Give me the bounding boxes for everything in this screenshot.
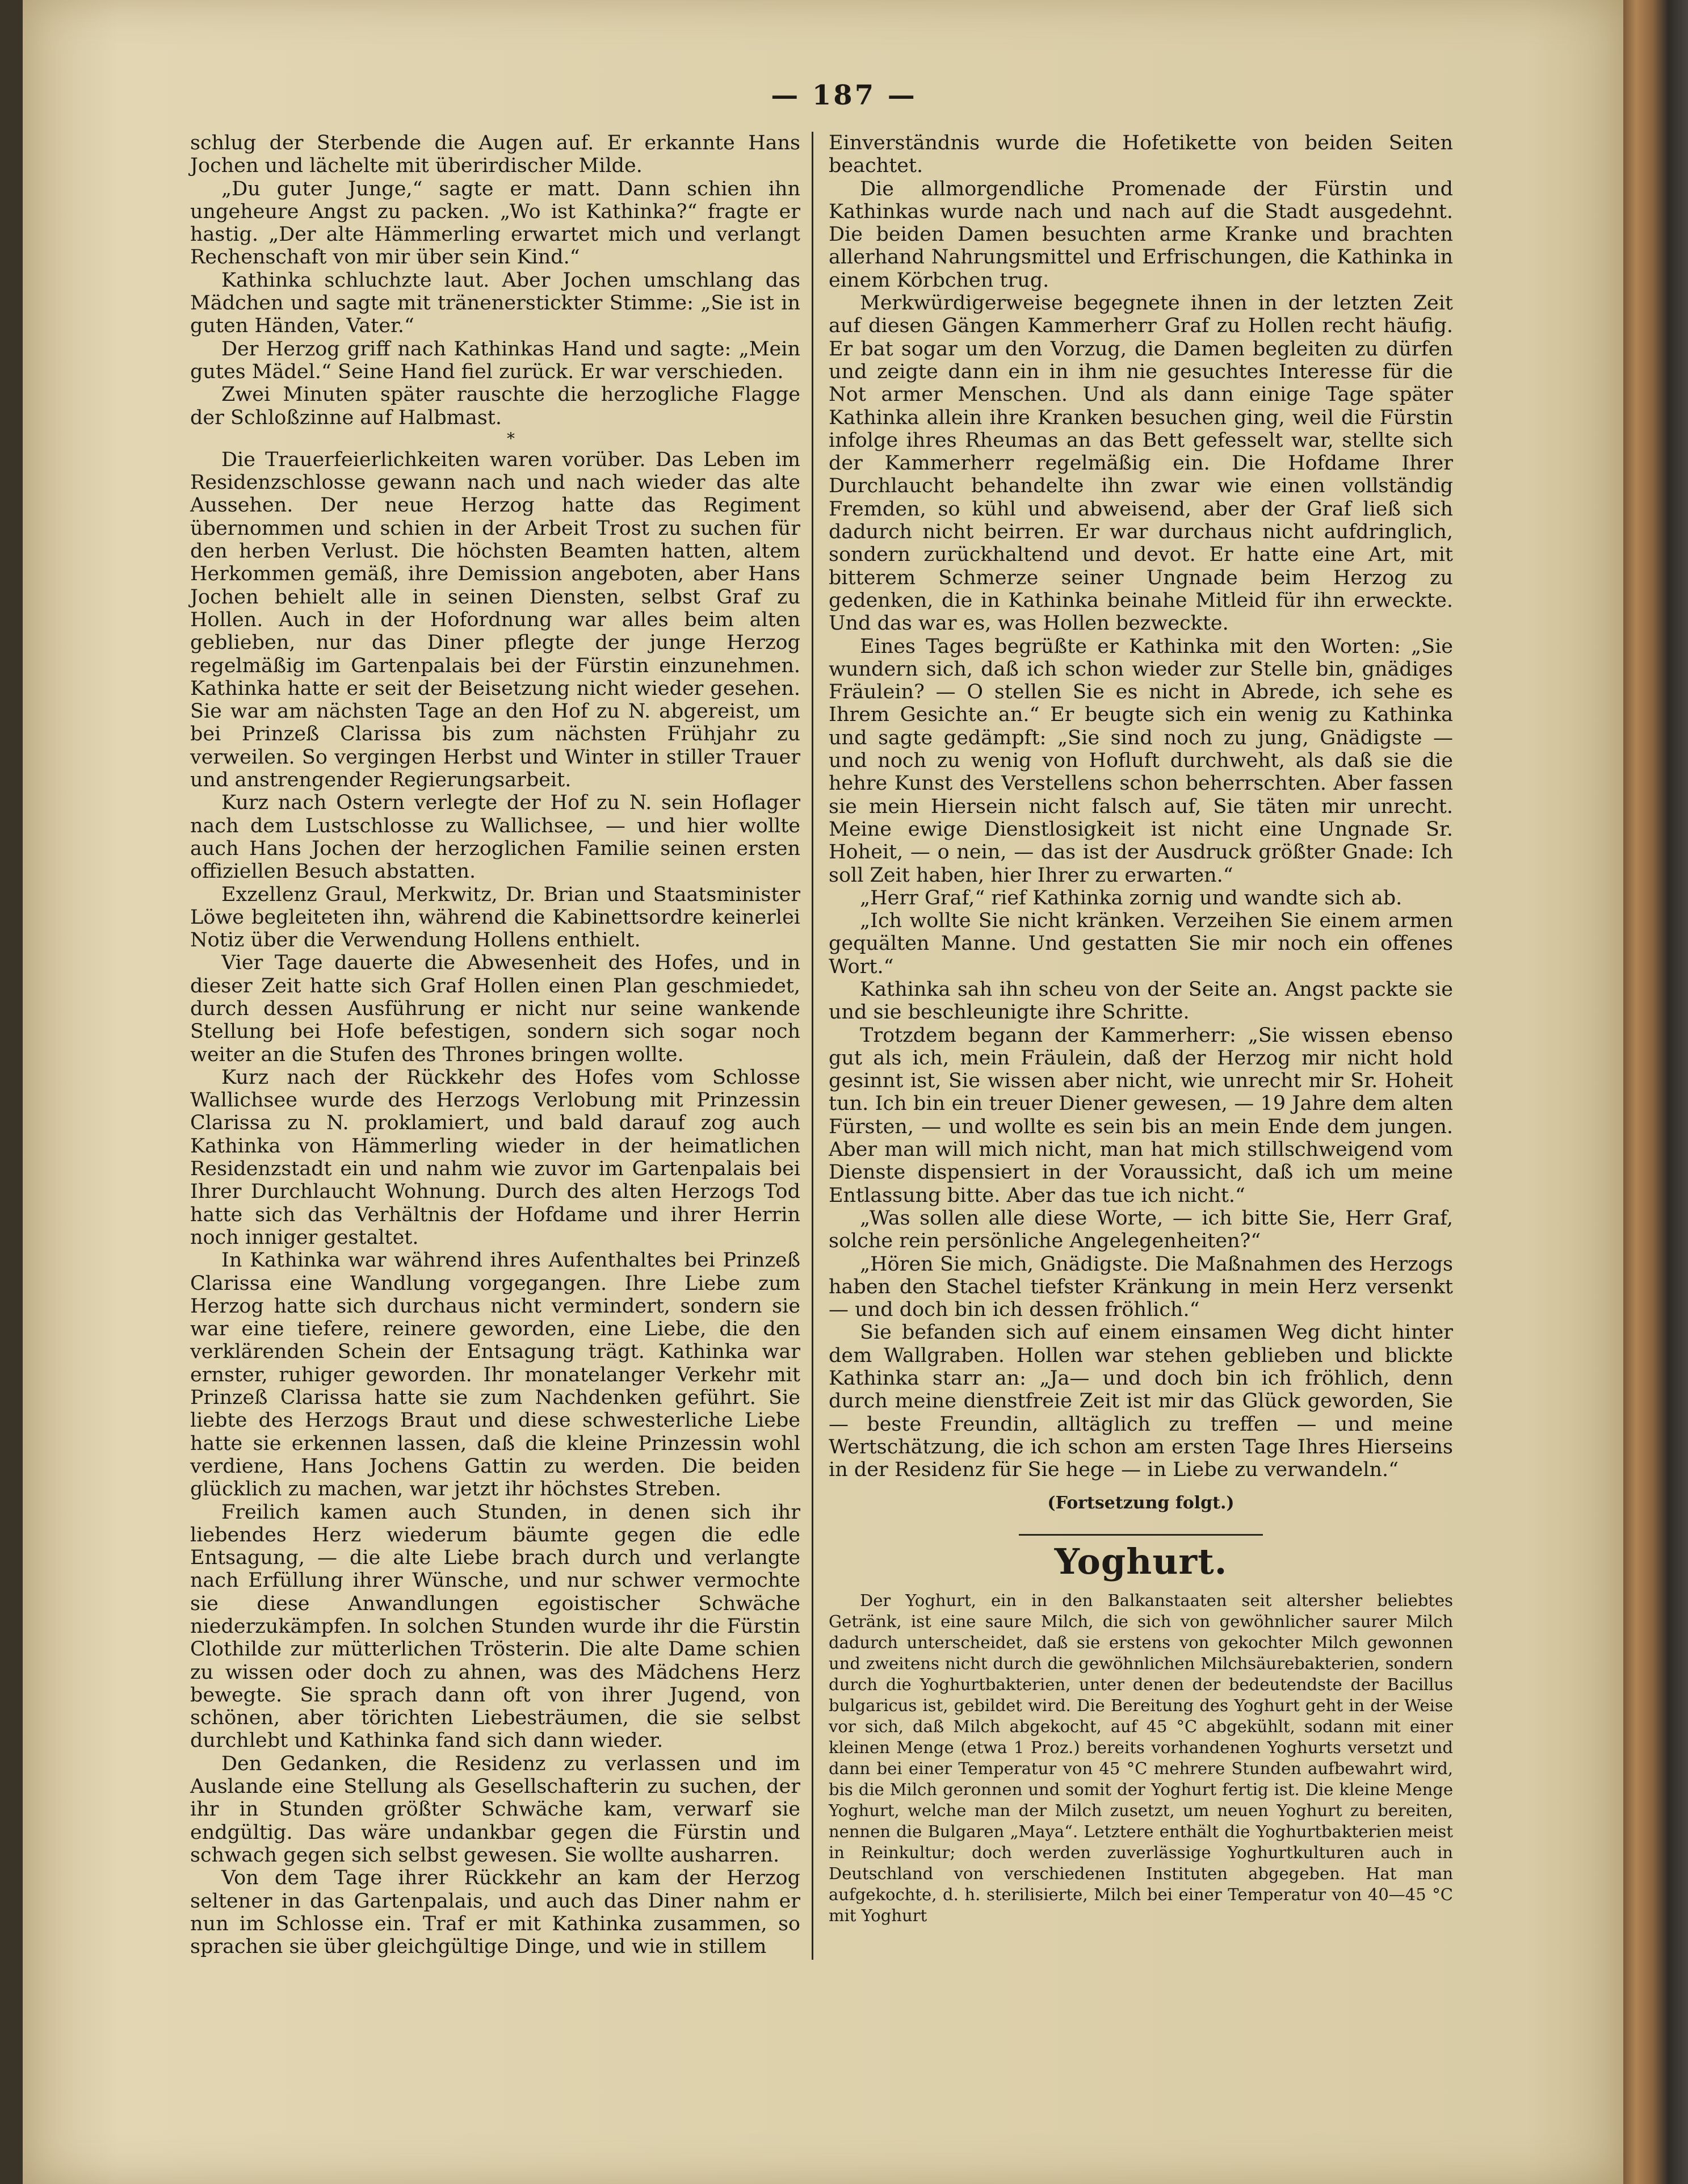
- paragraph: „Herr Graf,“ rief Kathinka zornig und wandte sich ab.: [860, 886, 1403, 909]
- paragraph: Einverständnis wurde die Hofetikette von beiden Seiten beachtet.: [829, 132, 1453, 178]
- paragraph: Freilich kamen auch Stunden, in denen sich ihr liebendes Herz wiederum bäumte gegen die edle Entsagung, — die alte Liebe brach durch und verlangte nach Erfüllung ihrer Wünsche, und nur schwer vermochte sie diese Anwandlungen egoistischer Schwäche niederzukämpfen. In solchen Stunden wurde ihr die Fürstin Clothilde zur mütterlichen Trösterin. Die alte Dame schien zu wissen oder doch zu ahnen, was des Mädchens Herz bewegte. Sie sprach dann oft von ihrer Jugend, von schönen, aber törichten Liebesträumen, die sie selbst durchlebt und Kathinka fand sich dann wieder.: [190, 1500, 800, 1753]
- paragraph: Die allmorgendliche Promenade der Fürstin und Kathinkas wurde nach und nach auf die Stadt ausgedehnt. Die beiden Damen besuchten arme Kranke und brachten allerhand Nahrungsmittel und Erfrischungen, die Kathinka in einem Körbchen trug.: [829, 177, 1453, 292]
- paragraph: Kathinka sah ihn scheu von der Seite an. Angst packte sie und sie beschleunigte ihre Schritte.: [829, 978, 1453, 1024]
- article-title: Yoghurt.: [1054, 1540, 1228, 1582]
- paragraph: Trotzdem begann der Kammerherr: „Sie wissen ebenso gut als ich, mein Fräulein, daß der Herzog mir nicht hold gesinnt ist, Sie wissen aber nicht, wie unrecht mir Sr. Hoheit tun. Ich bin ein treuer Diener gewesen, — 19 Jahre dem alten Fürsten, — und wollte es sein bis an mein Ende dem jungen. Aber man will mich nicht, man hat mich stillschweigend vom Dienste dispensiert in der Voraussicht, daß ich um meine Entlassung bitte. Aber das tue ich nicht.“: [829, 1024, 1453, 1207]
- paragraph: Die Trauerfeierlichkeiten waren vorüber. Das Leben im Residenzschlosse gewann nach und nach wieder das alte Aussehen. Der neue Herzog hatte das Regiment übernommen und schien in der Arbeit Trost zu suchen für den herben Verlust. Die höchsten Beamten hatten, altem Herkommen gemäß, ihre Demission angeboten, aber Hans Jochen behielt alle in seinen Diensten, selbst Graf zu Hollen. Auch in der Hofordnung war alles beim alten geblieben, nur das Diner pflegte der junge Herzog regelmäßig im Gartenpalais bei der Fürstin einzunehmen. Kathinka hatte er seit der Beisetzung nicht wieder gesehen. Sie war am nächsten Tage an den Hof zu N. abgereist, um bei Prinzeß Clarissa bis zum nächsten Frühjahr zu verweilen. So vergingen Herbst und Winter in stiller Trauer und anstrengender Regierungsarbeit.: [190, 448, 800, 792]
- paragraph: „Du guter Junge,“ sagte er matt. Dann schien ihn ungeheure Angst zu packen. „Wo ist Kathinka?“ fragte er hastig. „Der alte Hämmerling erwartet mich und verlangt Rechenschaft von mir über sein Kind.“: [190, 177, 800, 269]
- paragraph: In Kathinka war während ihres Aufenthaltes bei Prinzeß Clarissa eine Wandlung vorgegangen. Ihre Liebe zum Herzog hatte sich durchaus nicht vermindert, sondern sie war eine tiefere, reinere geworden, eine Liebe, die den verklärenden Schein der Entsagung trägt. Kathinka war ernster, ruhiger geworden. Ihr monatelanger Verkehr mit Prinzeß Clarissa hatte sie zum Nachdenken geführt. Sie liebte des Herzogs Braut und diese schwesterliche Liebe hatte sie erkennen lassen, daß die kleine Prinzessin wohl verdiene, Hans Jochens Gattin zu werden. Die beiden glücklich zu machen, war jetzt ihr höchstes Streben.: [190, 1249, 800, 1501]
- article-rule: [1019, 1534, 1263, 1536]
- paragraph: „Was sollen alle diese Worte, — ich bitte Sie, Herr Graf, solche rein persönliche Angelegenheiten?“: [829, 1206, 1453, 1253]
- article-body: Der Yoghurt, ein in den Balkanstaaten seit altersher beliebtes Getränk, ist eine saure Milch, die sich von gewöhnlicher saurer Milch dadurch unterscheidet, daß sie erstens von gekochter Milch gewonnen und zweitens nicht durch die gewöhnlichen Milchsäurebakterien, sondern durch die Yoghurtbakterien, unter denen der bedeutendste der Bacillus bulgaricus ist, gebildet wird. Die Bereitung des Yoghurt geht in der Weise vor sich, daß Milch abgekocht, auf 45 °C abgekühlt, sodann mit einer kleinen Menge (etwa 1 Proz.) bereits vorhandenen Yoghurts versetzt und dann bei einer Temperatur von 45 °C mehrere Stunden aufbewahrt wird, bis die Milch geronnen und somit der Yoghurt fertig ist. Die kleine Menge Yoghurt, welche man der Milch zusetzt, um neuen Yoghurt zu bereiten, nennen die Bulgaren „Maya“. Letztere enthält die Yoghurtbakterien meist in Reinkultur; doch werden zuverlässige Yoghurtkulturen auch in Deutschland von verschiedenen Instituten abgegeben. Hat man aufgekochte, d. h. sterilisierte, Milch bei einer Temperatur von 40—45 °C mit Yoghurt: [829, 1591, 1453, 1926]
- paragraph: Der Herzog griff nach Kathinkas Hand und sagte: „Mein gutes Mädel.“ Seine Hand fiel zurück. Er war verschieden.: [190, 337, 800, 383]
- left-column: [190, 132, 800, 1958]
- paragraph: Von dem Tage ihrer Rückkehr an kam der Herzog seltener in das Gartenpalais, und auch das Diner nahm er nun im Schlosse ein. Traf er mit Kathinka zusammen, so sprachen sie über gleichgültige Dinge, und wie in stillem: [190, 1867, 800, 1959]
- paragraph: Eines Tages begrüßte er Kathinka mit den Worten: „Sie wundern sich, daß ich schon wieder zur Stelle bin, gnädiges Fräulein? — O stellen Sie es nicht in Abrede, ich sehe es Ihrem Gesichte an.“ Er beugte sich ein wenig zu Kathinka und sagte gedämpft: „Sie sind noch zu jung, Gnädigste — und noch zu wenig von Hofluft durchweht, als daß sie die hehre Kunst des Verstellens schon beherrschten. Aber fassen sie mein Hiersein nicht falsch auf, Sie täten mir unrecht. Meine ewige Dienstlosigkeit ist nicht eine Ungnade Sr. Hoheit, — o nein, — das ist der Ausdruck größter Gnade: Ich soll Zeit haben, hier Ihrer zu erwarten.“: [829, 635, 1453, 887]
- continuation-note: (Fortsetzung folgt.): [1047, 1493, 1234, 1513]
- paragraph: Exzellenz Graul, Merkwitz, Dr. Brian und Staatsminister Löwe begleiteten ihn, während die Kabinettsordre keinerlei Notiz über die Verwendung Hollens enthielt.: [190, 883, 800, 952]
- paragraph: Kurz nach Ostern verlegte der Hof zu N. sein Hoflager nach dem Lustschlosse zu Wallichsee, — und hier wollte auch Hans Jochen der herzoglichen Familie seinen ersten offiziellen Besuch abstatten.: [190, 791, 800, 883]
- column-divider: [812, 132, 813, 1960]
- right-column: [829, 132, 1453, 1926]
- paragraph: Kurz nach der Rückkehr des Hofes vom Schlosse Wallichsee wurde des Herzogs Verlobung mit Prinzessin Clarissa zu N. proklamiert, und bald darauf zog auch Kathinka von Hämmerling wieder in der heimatlichen Residenzstadt ein und nahm wie zuvor im Gartenpalais bei Ihrer Durchlaucht Wohnung. Durch des alten Herzogs Tod hatte sich das Verhältnis der Hofdame und ihrer Herrin noch inniger gestaltet.: [190, 1066, 800, 1249]
- paragraph: Vier Tage dauerte die Abwesenheit des Hofes, und in dieser Zeit hatte sich Graf Hollen einen Plan geschmiedet, durch dessen Ausführung er nicht nur seine wankende Stellung bei Hofe befestigen, sondern sich sogar noch weiter an die Stufen des Thrones bringen wollte.: [190, 951, 800, 1066]
- paragraph: Den Gedanken, die Residenz zu verlassen und im Auslande eine Stellung als Gesellschafterin zu suchen, der ihr in Stunden größter Schwäche kam, verwarf sie endgültig. Das wäre undankbar gegen die Fürstin und schwach gegen sich selbst gewesen. Sie wollte ausharren.: [190, 1752, 800, 1867]
- paragraph: „Hören Sie mich, Gnädigste. Die Maßnahmen des Herzogs haben den Stachel tiefster Kränkung in mein Herz versenkt — und doch bin ich dessen fröhlich.“: [829, 1252, 1453, 1322]
- paragraph: Kathinka schluchzte laut. Aber Jochen umschlang das Mädchen und sagte mit tränenerstickter Stimme: „Sie ist in guten Händen, Vater.“: [190, 269, 800, 338]
- paragraph: schlug der Sterbende die Augen auf. Er erkannte Hans Jochen und lächelte mit überirdischer Milde.: [190, 132, 800, 178]
- paragraph: Merkwürdigerweise begegnete ihnen in der letzten Zeit auf diesen Gängen Kammerherr Graf zu Hollen recht häufig. Er bat sogar um den Vorzug, die Damen begleiten zu dürfen und zeigte dann ein in ihm nie gesuchtes Interesse für die Not armer Menschen. Und als dann einige Tage später Kathinka allein ihre Kranken besuchen ging, weil die Fürstin infolge ihres Rheumas an das Bett gefesselt war, stellte sich der Kammerherr regelmäßig ein. Die Hofdame Ihrer Durchlaucht behandelte ihn zwar wie einen vollständig Fremden, so kühl und abweisend, aber der Graf ließ sich dadurch nicht beirren. Er war durchaus nicht aufdringlich, sondern zurückhaltend und devot. Er hatte eine Art, mit bitterem Schmerze seiner Ungnade beim Herzog zu gedenken, die in Kathinka beinahe Mitleid für ihn erweckte. Und das war es, was Hollen bezweckte.: [829, 292, 1453, 635]
- paragraph: Sie befanden sich auf einem einsamen Weg dicht hinter dem Wallgraben. Hollen war stehen geblieben und blickte Kathinka starr an: „Ja— und doch bin ich fröhlich, denn durch meine dienstfreie Zeit ist mir das Glück geworden, Sie — beste Freundin, alltäglich zu treffen — und meine Wertschätzung, die ich schon am ersten Tage Ihres Hierseins in der Residenz für Sie hege — in Liebe zu verwandeln.“: [829, 1321, 1453, 1482]
- paragraph: Zwei Minuten später rauschte die herzogliche Flagge der Schloßzinne auf Halbmast.: [190, 383, 800, 429]
- page-number: — 187 —: [771, 79, 917, 111]
- book-edge: [1623, 0, 1688, 2184]
- section-separator: *: [507, 429, 515, 448]
- paragraph: „Ich wollte Sie nicht kränken. Verzeihen Sie einem armen gequälten Manne. Und gestatten Sie mir noch ein offenes Wort.“: [829, 909, 1453, 978]
